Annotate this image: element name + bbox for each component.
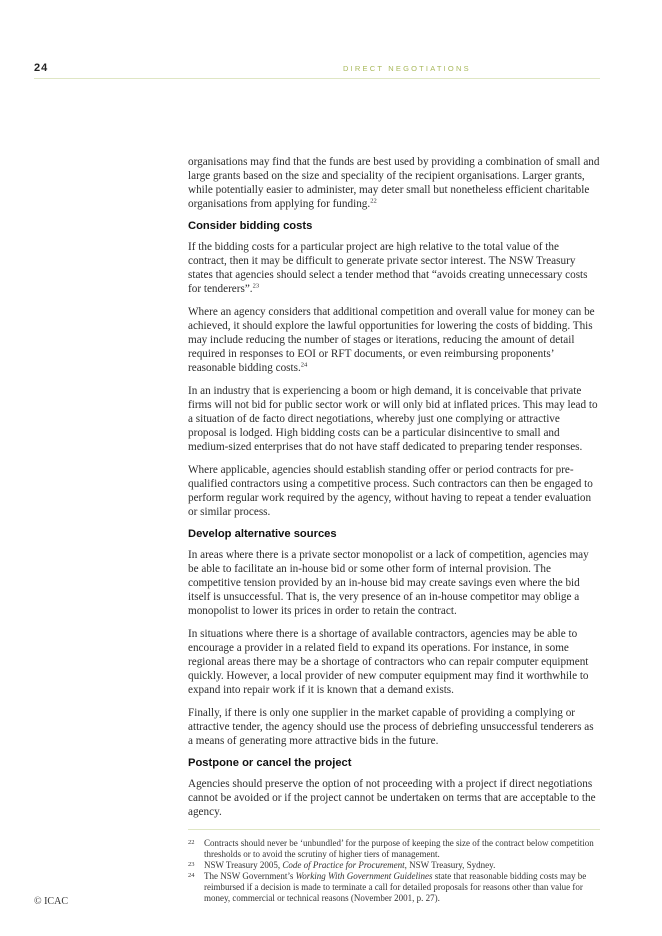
footnote-24 (188, 871, 600, 904)
footnote-divider (188, 829, 600, 830)
footnote-ref-22[interactable]: 22 (370, 197, 377, 205)
footnote-text: The NSW Government’s Working With Government Guidelines state that reasonable bidding costs may be reimbursed if a decision is made to terminate a call for detailed proposals for reasons other than value for money, commercial or technical reasons (November 2001, p. 27). (204, 871, 587, 903)
running-head: DIRECT NEGOTIATIONS (343, 64, 471, 73)
paragraph: In an industry that is experiencing a boom or high demand, it is conceivable that private firms will not bid for public sector work or will only bid at inflated prices. This may lead to a situation of de facto direct negotiations, whereby just one complying or attractive proposal is lodged. High bidding costs can be a particular disincentive to small and medium-sized enterprises that do not have staff dedicated to preparing tender responses. (188, 385, 598, 453)
footnote-number: 22 (188, 839, 195, 846)
paragraph: If the bidding costs for a particular project are high relative to the total value of the contract, then it may be difficult to generate private sector interest. The NSW Treasury states that agencies should select a tender method that “avoids creating unnecessary costs for tenderers”.$^{23}$ (188, 241, 588, 295)
footnote-22 (188, 838, 600, 860)
intro-paragraph: organisations may find that the funds are best used by providing a combination of small and large grants based on the size and speciality of the recipient organisations. Larger grants, while potentially easier to administer, may deter small but nonetheless efficient charitable organisations from applying for funding.$^{22}$ (188, 156, 600, 210)
footnotes (188, 838, 600, 904)
footnote-ref-23[interactable]: 23 (252, 282, 260, 290)
paragraph: Finally, if there is only one supplier in the market capable of providing a complying or attractive tender, the agency should use the process of debriefing unsuccessful tenderers as a means of generating more attractive bids in the future. (188, 707, 594, 747)
paragraph: Where applicable, agencies should establish standing offer or period contracts for pre-qualified contractors using a competitive process. Such contractors can then be engaged to perform regular work required by the agency, without having to repeat a tender evaluation or similar process. (188, 464, 593, 518)
paragraph: In situations where there is a shortage of available contractors, agencies may be able to encourage a provider in a related field to expand its operations. For instance, in some regional areas there may be a shortage of contractors who can repair computer equipment quickly. However, a local provider of new computer equipment may find it worthwhile to expand into repair work if it is known that a demand exists. (188, 628, 589, 696)
header-divider (34, 78, 600, 79)
footnote-text: Contracts should never be ‘unbundled’ for the purpose of keeping the size of the contract below competition thresholds or to avoid the scrutiny of higher tiers of management. (204, 838, 594, 859)
paragraph: In areas where there is a private sector monopolist or a lack of competition, agencies may be able to facilitate an in-house bid or some other form of internal provision. The competitive tension provided by an in-house bid may create savings even where the bid itself is unsuccessful. That is, the very presence of an in-house competitor may oblige a monopolist to lower its prices in order to retain the contract. (188, 549, 589, 617)
paragraph: Agencies should preserve the option of not proceeding with a project if direct negotiations cannot be avoided or if the project cannot be undertaken on terms that are acceptable to the agency. (188, 778, 596, 818)
footnote-number: 23 (188, 861, 195, 868)
copyright-notice: © ICAC (34, 896, 68, 907)
cited-title: Code of Practice for Procurement (282, 860, 405, 870)
footnote-ref-24[interactable]: 24 (300, 361, 308, 369)
heading-develop-alternative-sources: Develop alternative sources (188, 528, 337, 540)
footnote-23 (188, 860, 600, 871)
paragraph: Where an agency considers that additional competition and overall value for money can be achieved, it should explore the lawful opportunities for lowering the costs of bidding. This may include reducing the number of stages or iterations, reducing the amount of detail required in responses to EOI or RFT documents, or even reimbursing proponents’ reasonable bidding costs.$^{24}$ (188, 306, 595, 374)
heading-postpone-or-cancel: Postpone or cancel the project (188, 757, 352, 769)
heading-consider-bidding-costs: Consider bidding costs (188, 220, 313, 232)
footnote-number: 24 (188, 872, 195, 879)
footnote-text: NSW Treasury 2005, Code of Practice for Procurement, NSW Treasury, Sydney. (204, 860, 496, 870)
page-number: 24 (34, 62, 49, 74)
cited-title: Working With Government Guidelines (295, 871, 433, 881)
main-content (188, 155, 600, 828)
